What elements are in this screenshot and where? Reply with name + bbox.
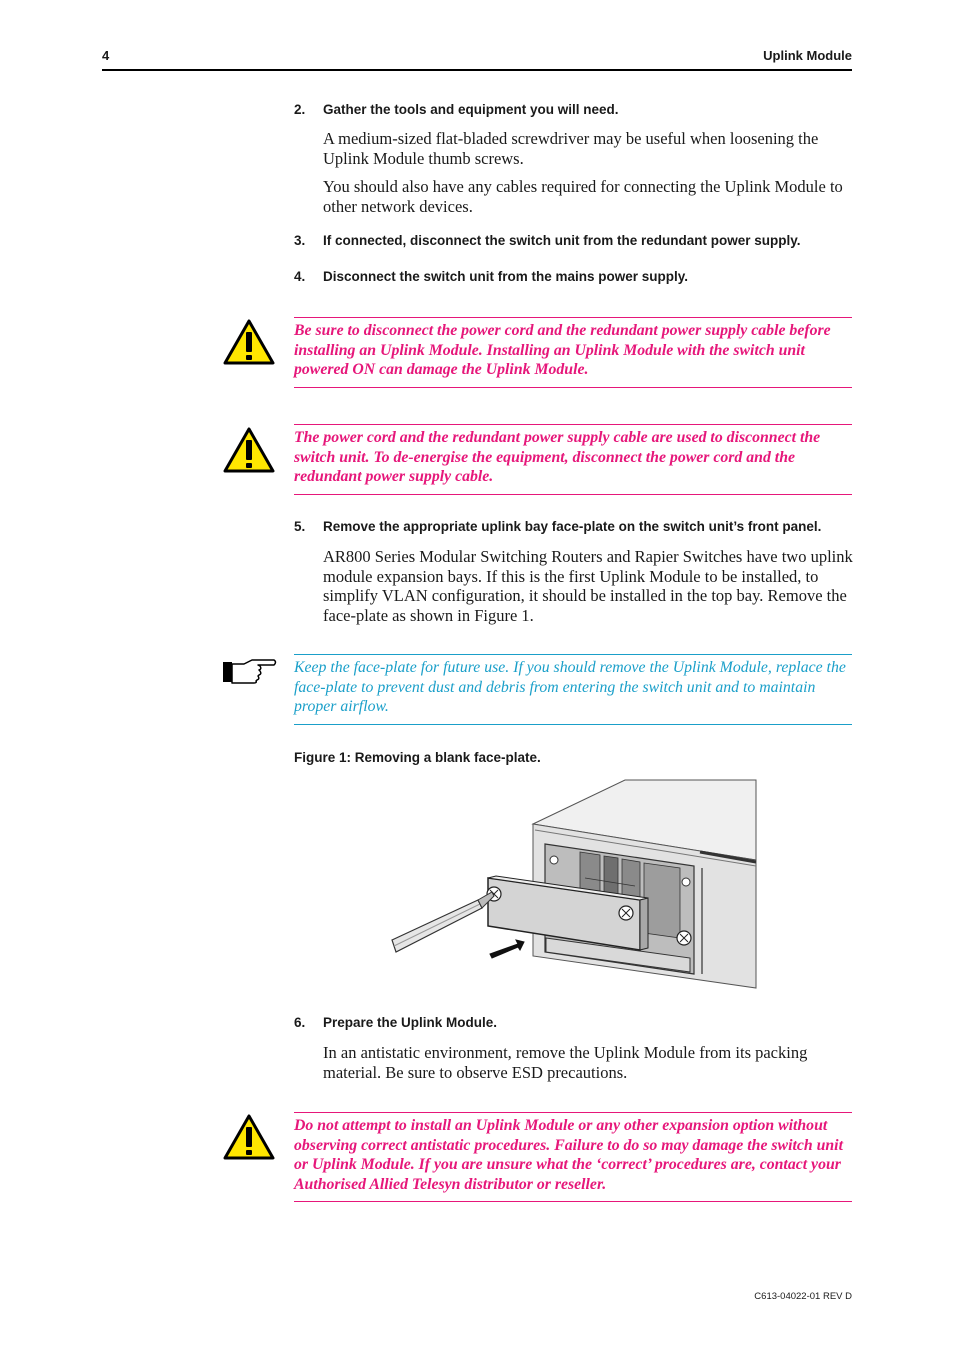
step-2-paragraph-1: A medium-sized flat-bladed screwdriver may be useful when loosening the Uplink Module thumb screws. <box>323 129 819 168</box>
warning-triangle-icon <box>222 318 276 366</box>
page-number: 4 <box>102 48 110 63</box>
warning-note-de-energise: The power cord and the redundant power supply cable are used to disconnect the switch unit. To de-energise the equipment, disconnect the power cord and the redundant power supply cable. <box>294 424 852 495</box>
step-3-heading: 3. If connected, disconnect the switch unit from the redundant power supply. <box>294 233 801 248</box>
warning-note-antistatic: Do not attempt to install an Uplink Module or any other expansion option without observing correct antistatic procedures. Failure to do so may damage the switch unit or Uplink Module. If you are unsure what the ‘correct’ procedures are, contact your Authorised Allied Telesyn distributor or reseller. <box>294 1112 852 1202</box>
step-4-heading: 4. Disconnect the switch unit from the mains power supply. <box>294 269 689 284</box>
document-id: C613-04022-01 REV D <box>754 1291 852 1302</box>
step-2-heading: 2. Gather the tools and equipment you will need. <box>294 102 619 117</box>
page-header <box>102 48 852 71</box>
step-2-paragraph-2: You should also have any cables required for connecting the Uplink Module to other network devices. <box>323 177 843 216</box>
step-5-paragraph: AR800 Series Modular Switching Routers and Rapier Switches have two uplink module expansion bays. If this is the first Uplink Module to be installed, to simplify VLAN configuration, it should be installed in the top bay. Remove the face-plate as shown in Figure 1. <box>323 547 853 625</box>
tip-note-face-plate: Keep the face-plate for future use. If you should remove the Uplink Module, replace the face-plate to prevent dust and debris from entering the switch unit and to maintain proper airflow. <box>294 654 852 725</box>
warning-triangle-icon <box>222 1113 276 1161</box>
step-5-heading: 5. Remove the appropriate uplink bay face-plate on the switch unit’s front panel. <box>294 519 822 534</box>
step-6-heading: 6. Prepare the Uplink Module. <box>294 1015 498 1030</box>
pointing-hand-icon <box>222 656 278 684</box>
warning-note-power: Be sure to disconnect the power cord and the redundant power supply cable before installing an Uplink Module. Installing an Uplink Module with the switch unit powered ON can damage the Uplink Module. <box>294 317 852 388</box>
face-plate-removal-illustration <box>390 778 758 990</box>
warning-triangle-icon <box>222 426 276 474</box>
header-title: Uplink Module <box>763 48 852 63</box>
step-6-paragraph: In an antistatic environment, remove the Uplink Module from its packing material. Be sure to observe ESD precautions. <box>323 1043 808 1082</box>
figure-caption: Figure 1: Removing a blank face-plate. <box>294 750 541 765</box>
